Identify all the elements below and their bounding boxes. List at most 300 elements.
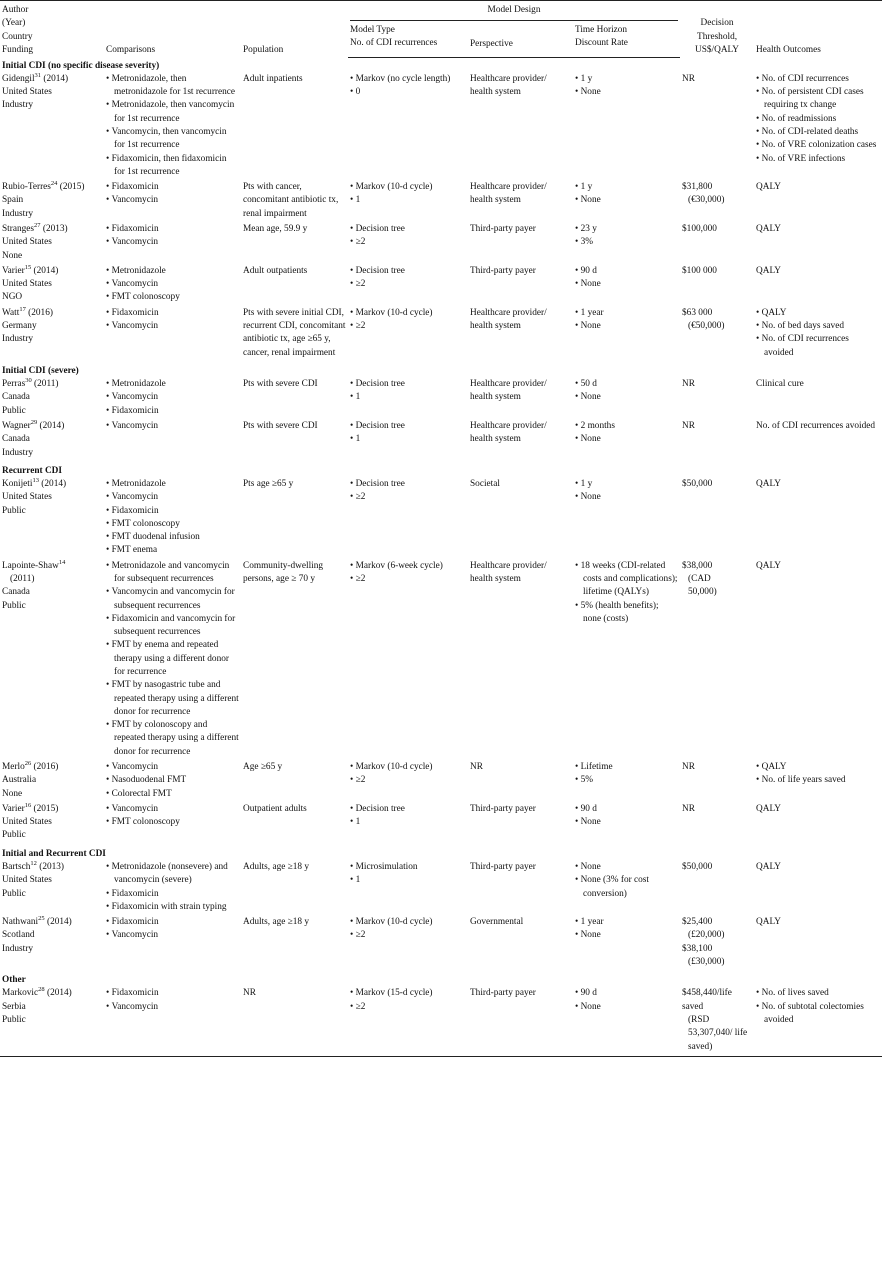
table-row [0, 478, 882, 560]
study-year: (2015) [57, 182, 85, 193]
funding: Public [2, 505, 26, 516]
list-item: • 1 [350, 816, 466, 829]
horizon-list [575, 916, 678, 943]
perspective-cell: Third-party payer [470, 988, 536, 999]
author-name: Gidengil [2, 73, 35, 84]
model-list [350, 560, 466, 587]
author-name: Stranges [2, 224, 35, 234]
reference-number: 24 [50, 180, 58, 188]
list-item: • Vancomycin [106, 929, 239, 942]
comparisons-list [106, 916, 239, 943]
horizon-list [575, 181, 678, 208]
year-line [2, 573, 102, 586]
author-name: Nathwani [2, 917, 39, 928]
reference-number: 31 [34, 71, 42, 79]
comparisons-cell [104, 378, 241, 420]
author-cell [0, 73, 104, 181]
model-cell [348, 223, 468, 265]
list-item: • No. of CDI-related deaths [756, 126, 880, 139]
list-item: • Vancomycin [106, 1001, 239, 1014]
list-item: • Metronidazole, then vancomycin for 1st recurrence [106, 99, 239, 126]
list-item: • Markov (6-week cycle) [350, 560, 466, 573]
threshold-line: (€30,000) [688, 195, 725, 206]
list-item: • None [575, 391, 678, 404]
study-year: (2013) [40, 224, 68, 234]
list-item: • Fidaxomicin [106, 223, 239, 236]
list-item: • QALY [756, 761, 880, 774]
list-item: • ≥2 [350, 491, 466, 504]
list-item: • 2 months [575, 420, 678, 433]
list-item: • Fidaxomicin [106, 307, 239, 320]
author-line [2, 181, 102, 194]
threshold-line: $458,440/life saved [682, 988, 732, 1012]
outcomes-cell [754, 307, 882, 362]
threshold-line: $50,000 [682, 479, 713, 490]
horizon-list [575, 861, 678, 901]
population-cell: Adult outpatients [243, 265, 308, 276]
threshold-line: $38,100 [682, 943, 713, 954]
threshold-line: NR [682, 379, 695, 390]
study-year: (2011) [31, 379, 59, 390]
author-line [2, 861, 102, 874]
threshold-line: (£30,000) [688, 956, 725, 967]
list-item: • FMT enema [106, 544, 239, 557]
list-item: • Metronidazole [106, 478, 239, 491]
comparisons-cell [104, 861, 241, 916]
list-item: • No. of VRE infections [756, 153, 880, 166]
comparisons-list [106, 73, 239, 179]
author-line [2, 307, 102, 320]
author-name: Bartsch [2, 861, 31, 872]
list-item: • None [575, 433, 678, 446]
list-item: • Colorectal FMT [106, 788, 239, 801]
model-list [350, 420, 466, 447]
reference-number: 27 [34, 221, 41, 229]
section-heading [0, 845, 882, 861]
horizon-cell [573, 560, 680, 761]
comparisons-cell [104, 560, 241, 761]
population-cell: Adult inpatients [243, 73, 303, 84]
country: Canada [2, 392, 30, 403]
list-item: • 1 y [575, 478, 678, 491]
model-cell [348, 560, 468, 761]
outcomes-list [756, 73, 880, 166]
population-cell: Pts with severe CDI [243, 379, 318, 390]
model-cell [348, 73, 468, 181]
horizon-cell [573, 73, 680, 181]
horizon-list [575, 223, 678, 250]
threshold-line: $25,400 [682, 917, 713, 928]
reference-number: 14 [58, 558, 66, 566]
threshold-line: 50,000) [688, 587, 717, 598]
outcomes-cell [754, 181, 882, 223]
threshold-line: $100 000 [682, 265, 717, 276]
perspective-cell: Healthcare provider/ health system [470, 307, 547, 331]
author-line [2, 560, 102, 573]
funding: None [2, 250, 23, 261]
threshold-cell [680, 265, 754, 307]
funding: Public [2, 830, 26, 841]
list-item: • Metronidazole and vancomycin for subsequent recurrences [106, 560, 239, 587]
section-title: Other [2, 975, 26, 986]
country: United States [2, 492, 52, 503]
model-cell [348, 307, 468, 362]
comparisons-cell [104, 223, 241, 265]
perspective-cell: NR [470, 761, 483, 772]
list-item: • Vancomycin [106, 236, 239, 249]
model-list [350, 803, 466, 830]
threshold-cell [680, 307, 754, 362]
outcome-text: QALY [756, 917, 781, 928]
model-cell [348, 478, 468, 560]
list-item: • Decision tree [350, 265, 466, 278]
header-model-type: Model Type No. of CDI recurrences [348, 24, 468, 57]
horizon-cell [573, 916, 680, 971]
perspective-cell: Healthcare provider/ health system [470, 379, 547, 403]
list-item: • Fidaxomicin [106, 987, 239, 1000]
outcomes-list [756, 987, 880, 1027]
study-year: (2014) [44, 988, 72, 999]
section-title: Initial CDI (severe) [2, 365, 79, 376]
list-item: • None (3% for cost conversion) [575, 874, 678, 901]
threshold-cell [680, 916, 754, 971]
section-heading [0, 362, 882, 378]
table-body [0, 57, 882, 1056]
model-cell [348, 420, 468, 462]
comparisons-list [106, 761, 239, 801]
threshold-cell [680, 73, 754, 181]
perspective-cell: Healthcare provider/ health system [470, 182, 547, 206]
model-cell [348, 181, 468, 223]
outcomes-cell [754, 378, 882, 420]
author-line [2, 223, 102, 236]
list-item: • Fidaxomicin [106, 181, 239, 194]
list-item: • 50 d [575, 378, 678, 391]
country: United States [2, 237, 52, 248]
list-item: • No. of CDI recurrences [756, 73, 880, 86]
section-heading [0, 462, 882, 478]
horizon-list [575, 803, 678, 830]
study-year: (2016) [31, 761, 59, 772]
reference-number: 28 [38, 986, 45, 994]
model-list [350, 73, 466, 100]
list-item: • Lifetime [575, 761, 678, 774]
list-item: • FMT colonoscopy [106, 816, 239, 829]
funding: Industry [2, 943, 33, 954]
list-item: • QALY [756, 307, 880, 320]
author-name: Konijeti [2, 479, 33, 490]
model-cell [348, 916, 468, 971]
country: Australia [2, 775, 37, 786]
comparisons-cell [104, 420, 241, 462]
list-item: • Vancomycin [106, 391, 239, 404]
author-cell [0, 420, 104, 462]
list-item: • 5% (health benefits); none (costs) [575, 600, 678, 627]
header-time-horizon: Time Horizon Discount Rate [573, 24, 680, 57]
country: Scotland [2, 930, 35, 941]
outcomes-cell [754, 861, 882, 916]
list-item: • Markov (10-d cycle) [350, 307, 466, 320]
reference-number: 15 [24, 263, 32, 271]
list-item: • FMT by colonoscopy and repeated therapy using a different donor for recurrence [106, 719, 239, 759]
list-item: • No. of persistent CDI cases requiring tx change [756, 86, 880, 113]
outcome-text: No. of CDI recurrences avoided [756, 420, 876, 431]
author-cell [0, 916, 104, 971]
author-cell [0, 861, 104, 916]
threshold-cell [680, 803, 754, 845]
perspective-cell: Healthcare provider/ health system [470, 420, 547, 445]
list-item: • No. of life years saved [756, 774, 880, 787]
population-cell: Community-dwelling persons, age ≥ 70 y [243, 560, 324, 585]
list-item: • 3% [575, 236, 678, 249]
author-cell [0, 987, 104, 1056]
model-cell [348, 378, 468, 420]
comparisons-list [106, 307, 239, 334]
list-item: • 1 [350, 391, 466, 404]
model-cell [348, 803, 468, 845]
model-cell [348, 265, 468, 307]
list-item: • None [575, 278, 678, 291]
threshold-cell [680, 181, 754, 223]
study-year: (2015) [31, 803, 59, 814]
horizon-list [575, 987, 678, 1014]
author-name: Varier [2, 803, 25, 814]
author-line [2, 73, 102, 86]
outcome-text: QALY [756, 265, 781, 276]
reference-number: 16 [24, 801, 32, 809]
author-name: Lapointe-Shaw [2, 560, 59, 571]
list-item: • None [575, 194, 678, 207]
model-list [350, 307, 466, 334]
list-item: • Fidaxomicin, then fidaxomicin for 1st recurrence [106, 153, 239, 180]
list-item: • Markov (10-d cycle) [350, 916, 466, 929]
header-row-top [0, 1, 882, 25]
country: United States [2, 817, 52, 828]
list-item: • FMT by enema and repeated therapy using a different donor for recurrence [106, 639, 239, 679]
horizon-cell [573, 761, 680, 803]
horizon-list [575, 761, 678, 788]
study-year: (2016) [25, 307, 53, 318]
list-item: • None [575, 320, 678, 333]
list-item: • 1 year [575, 307, 678, 320]
threshold-line: $38,000 [682, 560, 713, 571]
list-item: • Markov (15-d cycle) [350, 987, 466, 1000]
horizon-list [575, 265, 678, 292]
list-item: • ≥2 [350, 774, 466, 787]
list-item: • None [575, 929, 678, 942]
list-item: • None [575, 861, 678, 874]
list-item: • Metronidazole [106, 265, 239, 278]
table-row [0, 916, 882, 971]
threshold-line: NR [682, 803, 695, 814]
model-list [350, 265, 466, 292]
list-item: • Vancomycin [106, 761, 239, 774]
reference-number: 26 [24, 759, 32, 767]
model-list [350, 223, 466, 250]
horizon-list [575, 307, 678, 334]
population-cell: Pts with cancer, concomitant antibiotic tx, renal impairment [243, 182, 339, 219]
horizon-cell [573, 181, 680, 223]
author-name: Wagner [2, 420, 31, 431]
perspective-cell: Healthcare provider/ health system [470, 73, 547, 98]
author-line [2, 761, 102, 774]
population-cell: Adults, age ≥18 y [243, 861, 310, 872]
list-item: • Vancomycin [106, 803, 239, 816]
header-model-design: Model Design [348, 1, 680, 25]
author-line [2, 478, 102, 491]
threshold-line: $31,800 [682, 182, 713, 193]
threshold-line: $50,000 [682, 861, 713, 872]
list-item: • ≥2 [350, 929, 466, 942]
model-list [350, 761, 466, 788]
author-cell [0, 181, 104, 223]
list-item: • ≥2 [350, 1001, 466, 1014]
list-item: • FMT colonoscopy [106, 291, 239, 304]
horizon-cell [573, 223, 680, 265]
outcome-text: QALY [756, 861, 781, 872]
population-cell: Pts with severe CDI [243, 420, 318, 431]
list-item: • FMT duodenal infusion [106, 531, 239, 544]
comparisons-list [106, 181, 239, 208]
outcomes-cell [754, 560, 882, 761]
list-item: • ≥2 [350, 236, 466, 249]
author-cell [0, 560, 104, 761]
list-item: • No. of CDI recurrences avoided [756, 333, 880, 360]
model-list [350, 478, 466, 505]
outcome-text: Clinical cure [756, 379, 804, 390]
author-line [2, 420, 102, 433]
list-item: • Fidaxomicin [106, 888, 239, 901]
threshold-cell [680, 761, 754, 803]
perspective-cell: Governmental [470, 917, 524, 928]
comparisons-list [106, 987, 239, 1014]
list-item: • 90 d [575, 803, 678, 816]
list-item: • ≥2 [350, 573, 466, 586]
outcome-text: QALY [756, 224, 781, 234]
comparisons-cell [104, 181, 241, 223]
list-item: • 5% [575, 774, 678, 787]
list-item: • 1 [350, 194, 466, 207]
section-title: Recurrent CDI [2, 465, 62, 476]
list-item: • Decision tree [350, 378, 466, 391]
author-line [2, 987, 102, 1000]
outcomes-cell [754, 761, 882, 803]
horizon-cell [573, 861, 680, 916]
comparisons-cell [104, 73, 241, 181]
perspective-cell: Third-party payer [470, 861, 536, 872]
list-item: • None [575, 86, 678, 99]
population-cell: Adults, age ≥18 y [243, 917, 310, 928]
outcome-text: QALY [756, 479, 781, 490]
author-cell [0, 378, 104, 420]
outcomes-list [756, 761, 880, 788]
horizon-list [575, 73, 678, 100]
author-cell [0, 478, 104, 560]
list-item: • Metronidazole [106, 378, 239, 391]
section-title: Initial and Recurrent CDI [2, 848, 106, 859]
funding: Public [2, 1015, 26, 1026]
population-cell: NR [243, 988, 256, 999]
list-item: • Markov (10-d cycle) [350, 761, 466, 774]
funding: Industry [2, 100, 33, 111]
list-item: • Vancomycin and vancomycin for subsequent recurrences [106, 586, 239, 613]
list-item: • Markov (10-d cycle) [350, 181, 466, 194]
horizon-cell [573, 307, 680, 362]
comparisons-list [106, 378, 239, 418]
outcomes-cell [754, 420, 882, 462]
reference-number: 13 [32, 476, 39, 484]
list-item: • No. of lives saved [756, 987, 880, 1000]
country: Germany [2, 320, 37, 331]
comparisons-cell [104, 803, 241, 845]
list-item: • No. of VRE colonization cases [756, 139, 880, 152]
table-row [0, 987, 882, 1056]
list-item: • None [575, 491, 678, 504]
threshold-cell [680, 420, 754, 462]
threshold-line: (CAD [688, 574, 711, 585]
comparisons-cell [104, 265, 241, 307]
funding: Industry [2, 334, 33, 345]
list-item: • 1 y [575, 73, 678, 86]
list-item: • 1 year [575, 916, 678, 929]
author-cell [0, 265, 104, 307]
perspective-cell: Third-party payer [470, 265, 536, 276]
comparisons-list [106, 803, 239, 830]
perspective-cell: Third-party payer [470, 224, 536, 234]
outcome-text: QALY [756, 560, 781, 571]
threshold-line: $100,000 [682, 224, 717, 234]
outcomes-cell [754, 265, 882, 307]
reference-number: 17 [19, 305, 26, 313]
comparisons-list [106, 223, 239, 250]
list-item: • 90 d [575, 987, 678, 1000]
population-cell: Pts age ≥65 y [243, 479, 294, 490]
model-cell [348, 861, 468, 916]
horizon-cell [573, 478, 680, 560]
header-comparisons: Comparisons [106, 44, 156, 55]
list-item: • Fidaxomicin [106, 405, 239, 418]
comparisons-cell [104, 307, 241, 362]
outcomes-list [756, 307, 880, 360]
comparisons-list [106, 478, 239, 558]
horizon-cell [573, 987, 680, 1056]
horizon-cell [573, 803, 680, 845]
perspective-cell: Healthcare provider/ health system [470, 560, 547, 585]
section-title: Initial CDI (no specific disease severity) [2, 60, 160, 71]
author-line [2, 803, 102, 816]
threshold-cell [680, 478, 754, 560]
outcome-text: QALY [756, 803, 781, 814]
outcomes-cell [754, 73, 882, 181]
list-item: • Fidaxomicin with strain typing [106, 901, 239, 914]
population-cell: Age ≥65 y [243, 761, 283, 772]
population-cell: Outpatient adults [243, 803, 307, 814]
section-heading [0, 57, 882, 73]
author-name: Watt [2, 307, 20, 318]
list-item: • 18 weeks (CDI-related costs and complications); lifetime (QALYs) [575, 560, 678, 600]
comparisons-cell [104, 761, 241, 803]
list-item: • Metronidazole (nonsevere) and vancomycin (severe) [106, 861, 239, 888]
comparisons-cell [104, 916, 241, 971]
list-item: • No. of bed days saved [756, 320, 880, 333]
threshold-cell [680, 987, 754, 1056]
list-item: • Fidaxomicin [106, 916, 239, 929]
threshold-line: (£20,000) [688, 930, 725, 941]
header-outcomes: Health Outcomes [756, 44, 821, 55]
model-cell [348, 987, 468, 1056]
author-line [2, 265, 102, 278]
threshold-line: NR [682, 761, 695, 772]
